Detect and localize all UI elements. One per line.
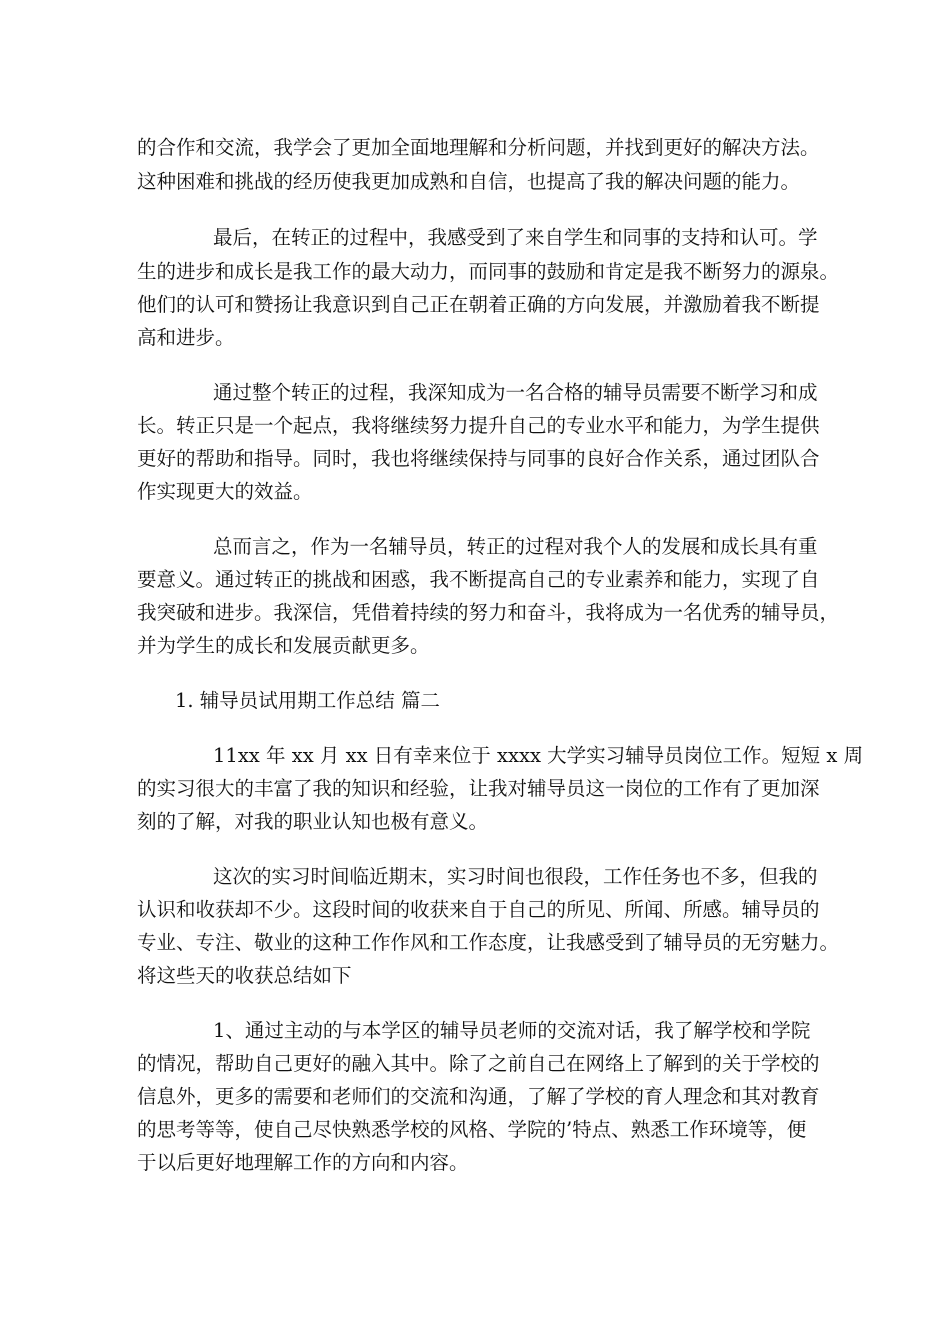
text-line: 要意义。通过转正的挑战和困惑，我不断提高自己的专业素养和能力，实现了自 [137,568,820,591]
text-line: 高和进步。 [137,326,235,349]
text-line: 最后，在转正的过程中，我感受到了来自学生和同事的支持和认可。学 [213,226,818,249]
text-line: 将这些天的收获总结如下 [137,964,352,987]
text-line: 总而言之，作为一名辅导员，转正的过程对我个人的发展和成长具有重 [213,535,818,558]
text-line: 我突破和进步。我深信，凭借着持续的努力和奋斗，我将成为一名优秀的辅导员， [137,601,840,624]
text-line: 更好的帮助和指导。同时，我也将继续保持与同事的良好合作关系，通过团队合 [137,447,820,470]
text-line: 的思考等等，使自己尽快熟悉学校的风格、学院的’特点、熟悉工作环境等，便 [137,1118,807,1141]
text-line: 专业、专注、敬业的这种工作作风和工作态度，让我感受到了辅导员的无穷魅力。 [137,931,840,954]
text-line: 作实现更大的效益。 [137,480,313,503]
text-line: 的实习很大的丰富了我的知识和经验，让我对辅导员这一岗位的工作有了更加深 [137,777,820,800]
text-line: 1、通过主动的与本学区的辅导员老师的交流对话，我了解学校和学院 [213,1019,811,1042]
text-line: 生的进步和成长是我工作的最大动力，而同事的鼓励和肯定是我不断努力的源泉。 [137,260,840,283]
text-line: 通过整个转正的过程，我深知成为一名合格的辅导员需要不断学习和成 [213,381,818,404]
text-line: 的情况，帮助自己更好的融入其中。除了之前自己在网络上了解到的关于学校的 [137,1052,820,1075]
text-line: 11xx 年 xx 月 xx 日有幸来位于 xxxx 大学实习辅导员岗位工作。短短 x 周 [213,744,864,767]
text-line: 这种困难和挑战的经历使我更加成熟和自信，也提高了我的解决问题的能力。 [137,170,801,193]
text-line: 这次的实习时间临近期末，实习时间也很段，工作任务也不多，但我的 [213,865,818,888]
text-line: 刻的了解，对我的职业认知也极有意义。 [137,810,489,833]
section-heading: 1. 辅导员试用期工作总结 篇二 [175,689,441,712]
text-line: 并为学生的成长和发展贡献更多。 [137,634,430,657]
text-line: 信息外，更多的需要和老师们的交流和沟通，了解了学校的育人理念和其对教育 [137,1085,820,1108]
text-line: 于以后更好地理解工作的方向和内容。 [137,1151,469,1174]
text-line: 长。转正只是一个起点，我将继续努力提升自己的专业水平和能力，为学生提供 [137,414,820,437]
text-line: 的合作和交流，我学会了更加全面地理解和分析问题，并找到更好的解决方法。 [137,136,820,159]
text-line: 认识和收获却不少。这段时间的收获来自于自己的所见、所闻、所感。辅导员的 [137,898,820,921]
text-line: 他们的认可和赞扬让我意识到自己正在朝着正确的方向发展，并激励着我不断提 [137,293,820,316]
